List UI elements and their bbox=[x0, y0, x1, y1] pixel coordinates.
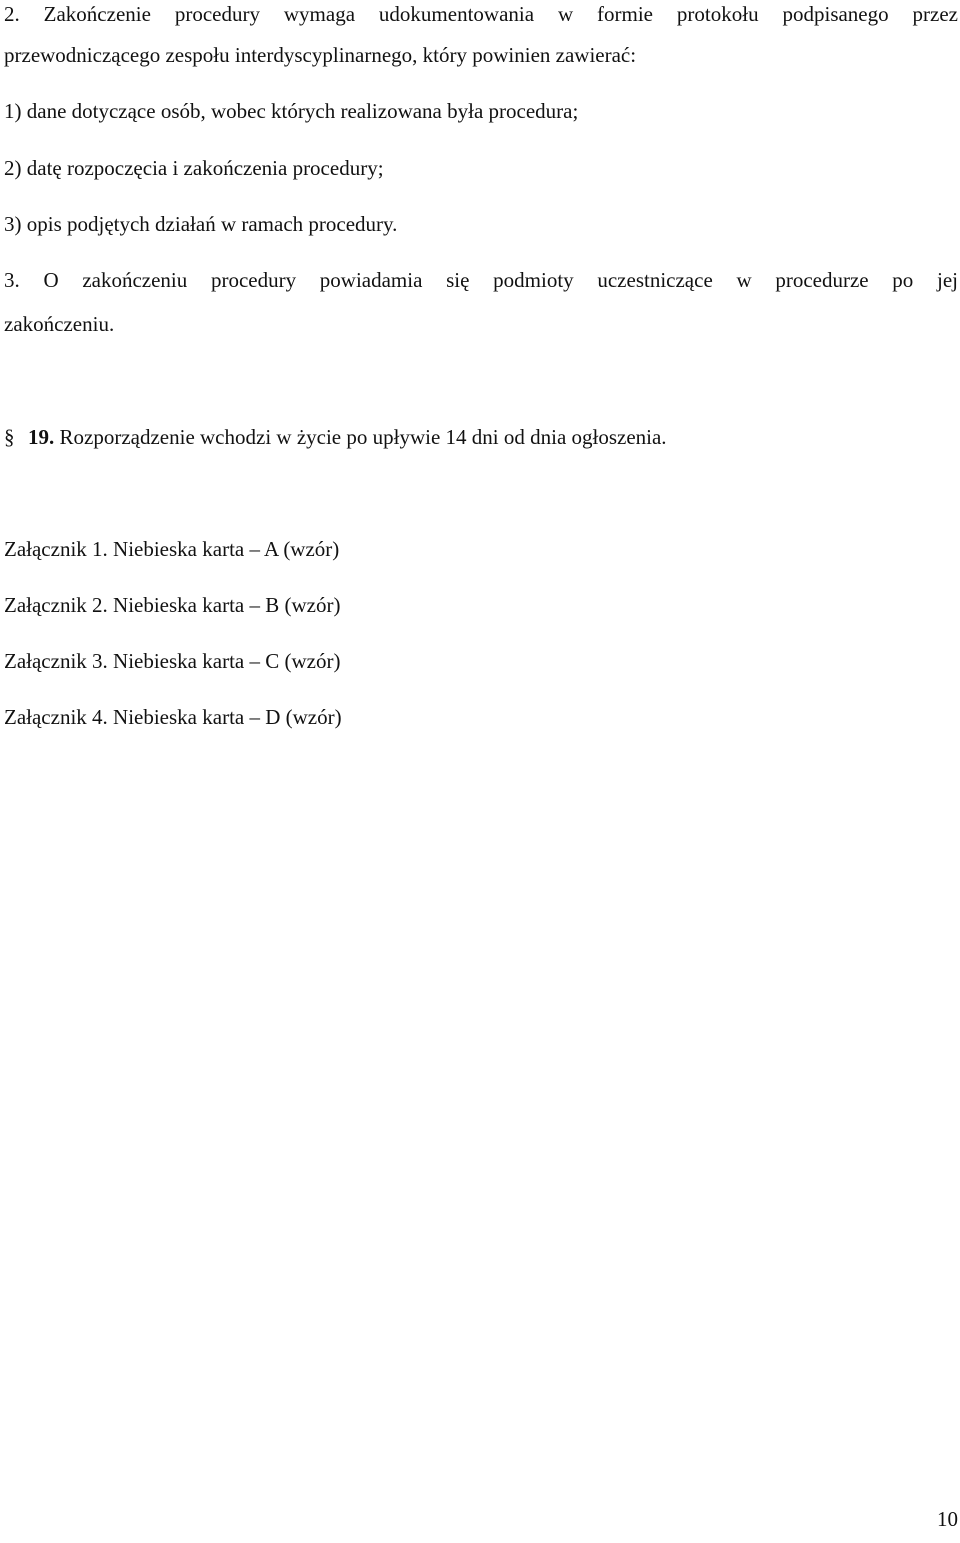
list-item-1: 1) dane dotyczące osób, wobec których realizowana była procedura; bbox=[4, 99, 579, 123]
list-item-3: 3) opis podjętych działań w ramach procedury. bbox=[4, 212, 398, 236]
paragraph-3-line-2: zakończeniu. bbox=[4, 312, 115, 336]
section-symbol: § bbox=[4, 425, 15, 449]
page-number: 10 bbox=[937, 1507, 958, 1531]
paragraph-2-line-1: 2. Zakończenie procedury wymaga udokumentowania w formie protokołu podpisanego przez bbox=[4, 2, 958, 26]
section-19 bbox=[4, 423, 667, 451]
paragraph-3-line-1: 3. O zakończeniu procedury powiadamia się podmioty uczestniczące w procedurze po jej bbox=[4, 268, 958, 292]
attachment-2: Załącznik 2. Niebieska karta – B (wzór) bbox=[4, 593, 341, 617]
paragraph-2-line-2: przewodniczącego zespołu interdyscyplinarnego, który powinien zawierać: bbox=[4, 43, 637, 67]
list-item-2: 2) datę rozpoczęcia i zakończenia procedury; bbox=[4, 156, 384, 180]
attachment-1: Załącznik 1. Niebieska karta – A (wzór) bbox=[4, 537, 340, 561]
section-number: 19. bbox=[28, 425, 55, 449]
attachment-3: Załącznik 3. Niebieska karta – C (wzór) bbox=[4, 649, 341, 673]
attachment-4: Załącznik 4. Niebieska karta – D (wzór) bbox=[4, 705, 342, 729]
section-text: Rozporządzenie wchodzi w życie po upływie 14 dni od dnia ogłoszenia. bbox=[54, 425, 667, 449]
